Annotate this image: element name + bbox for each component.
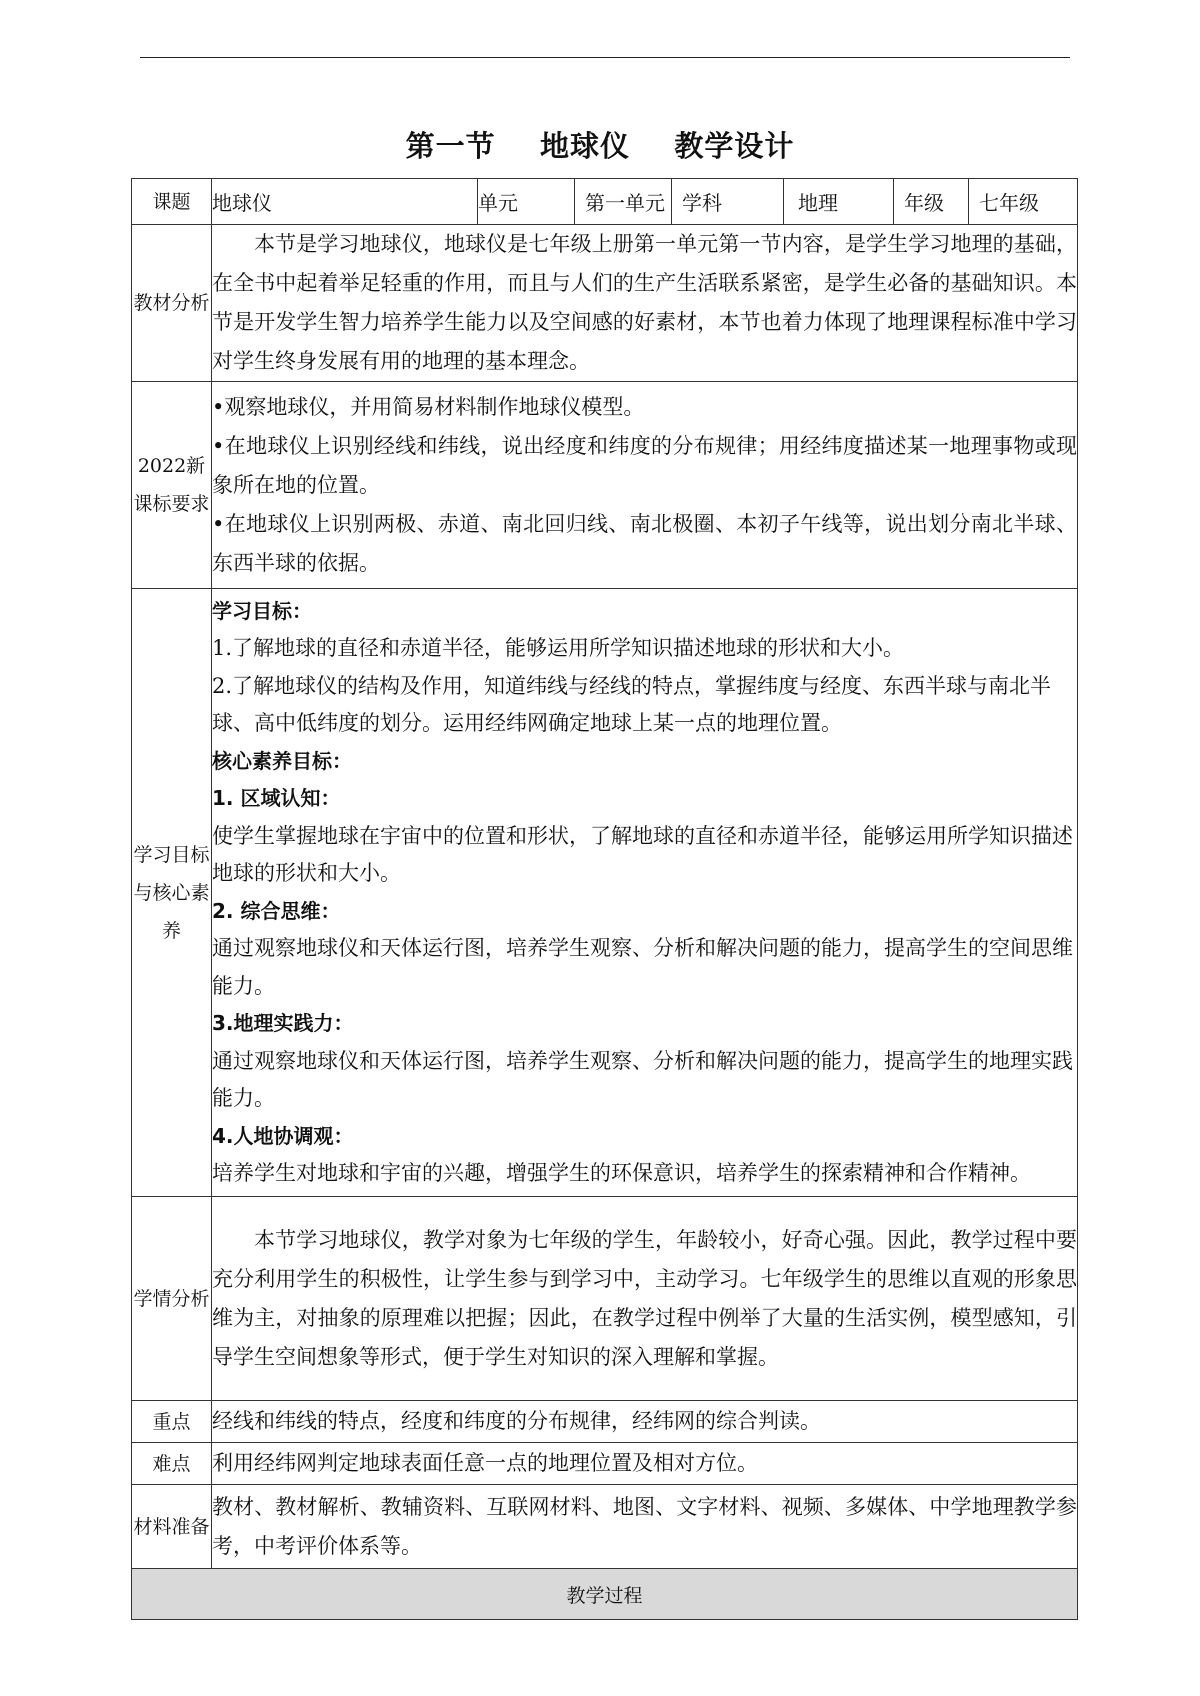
curriculum-item: •观察地球仪，并用简易材料制作地球仪模型。 — [212, 394, 645, 419]
key-point-text: 经线和纬线的特点，经度和纬度的分布规律，经纬网的综合判读。 — [212, 1401, 1078, 1443]
learning-objectives-heading: 学习目标： — [212, 598, 312, 623]
process-row — [132, 1569, 1078, 1620]
textbook-analysis-text: 本节是学习地球仪，地球仪是七年级上册第一单元第一节内容，是学生学习地理的基础，在全书中起着举足轻重的作用，而且与人们的生产生活联系紧密，是学生必备的基础知识。本节是开发学生智力培养学生能力以及空间感的好素材，本节也着力体现了地理课程标准中学习对学生终身发展有用的地理的基本理念。 — [212, 232, 1077, 373]
grade-value: 七年级 — [969, 179, 1078, 225]
unit-value: 第一单元 — [575, 179, 672, 225]
subject-value: 地理 — [784, 179, 894, 225]
unit-label: 单元 — [478, 179, 575, 225]
materials-text: 教材、教材解析、教辅资料、互联网材料、地图、文字材料、视频、多媒体、中学地理教学参考，中考评价体系等。 — [212, 1485, 1078, 1569]
learning-objective: 2.了解地球仪的结构及作用，知道纬线与经线的特点，掌握纬度与经度、东西半球与南北半球、高中低纬度的划分。运用经纬网确定地球上某一点的地理位置。 — [212, 673, 1052, 735]
key-point-label: 重点 — [132, 1401, 212, 1443]
teaching-process-header: 教学过程 — [132, 1569, 1078, 1620]
key-point-row — [132, 1401, 1078, 1443]
difficulty-text: 利用经纬网判定地球表面任意一点的地理位置及相对方位。 — [212, 1443, 1078, 1485]
objectives-label: 学习目标与核心素养 — [132, 589, 212, 1197]
header-row — [132, 179, 1078, 225]
curriculum-label: 2022新课标要求 — [132, 382, 212, 589]
difficulty-label: 难点 — [132, 1443, 212, 1485]
core-item-heading: 2. 综合思维： — [212, 898, 341, 923]
lesson-plan-table — [131, 178, 1078, 1620]
textbook-analysis-row — [132, 225, 1078, 382]
materials-row — [132, 1485, 1078, 1569]
grade-label: 年级 — [894, 179, 969, 225]
curriculum-row — [132, 382, 1078, 589]
student-analysis-text: 本节学习地球仪，教学对象为七年级的学生，年龄较小，好奇心强。因此，教学过程中要充分利用学生的积极性，让学生参与到学习中，主动学习。七年级学生的思维以直观的形象思维为主，对抽象的原理难以把握；因此，在教学过程中例举了大量的生活实例，模型感知，引导学生空间想象等形式，便于学生对知识的深入理解和掌握。 — [212, 1227, 1077, 1369]
topic-value: 地球仪 — [212, 179, 478, 225]
difficulty-row — [132, 1443, 1078, 1485]
core-item-heading: 1. 区域认知： — [212, 786, 341, 810]
core-literacy-heading: 核心素养目标： — [212, 748, 352, 773]
learning-objective: 1.了解地球的直径和赤道半径，能够运用所学知识描述地球的形状和大小。 — [212, 636, 905, 660]
core-item-heading: 4.人地协调观： — [212, 1123, 354, 1148]
core-item-text: 使学生掌握地球在宇宙中的位置和形状，了解地球的直径和赤道半径，能够运用所学知识描述地球的形状和大小。 — [212, 823, 1073, 885]
core-item-text: 通过观察地球仪和天体运行图，培养学生观察、分析和解决问题的能力，提高学生的地理实践能力。 — [212, 1048, 1073, 1110]
topic-label: 课题 — [132, 179, 212, 225]
document-title: 第一节 地球仪 教学设计 — [405, 129, 795, 163]
student-analysis-label: 学情分析 — [132, 1197, 212, 1401]
materials-label: 材料准备 — [132, 1485, 212, 1569]
curriculum-item: •在地球仪上识别经线和纬线，说出经度和纬度的分布规律；用经纬度描述某一地理事物或现象所在地的位置。 — [212, 433, 1077, 497]
core-item-text: 培养学生对地球和宇宙的兴趣，增强学生的环保意识，培养学生的探索精神和合作精神。 — [212, 1161, 1031, 1185]
curriculum-item: •在地球仪上识别两极、赤道、南北回归线、南北极圈、本初子午线等，说出划分南北半球、东西半球的依据。 — [212, 511, 1077, 575]
header-rule — [140, 57, 1070, 58]
core-item-heading: 3.地理实践力： — [212, 1011, 354, 1035]
textbook-analysis-label: 教材分析 — [132, 225, 212, 382]
student-analysis-row — [132, 1197, 1078, 1401]
subject-label: 学科 — [672, 179, 784, 225]
objectives-row — [132, 589, 1078, 1197]
core-item-text: 通过观察地球仪和天体运行图，培养学生观察、分析和解决问题的能力，提高学生的空间思维能力。 — [212, 936, 1073, 998]
